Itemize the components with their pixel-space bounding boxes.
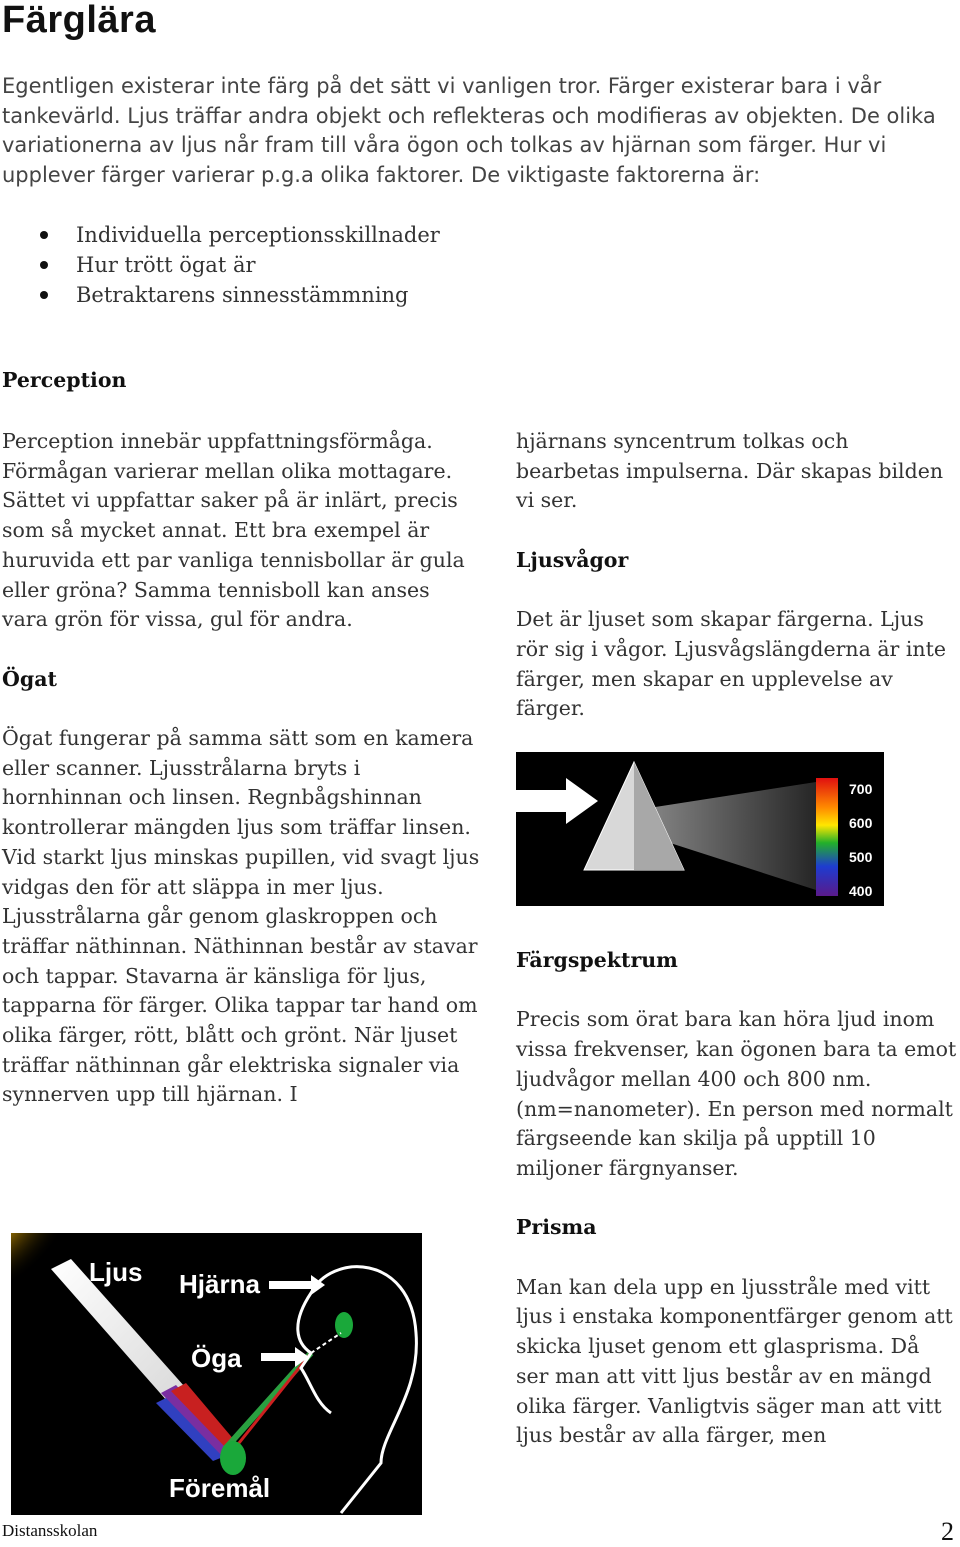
footer-source: Distansskolan (2, 1521, 98, 1540)
brain-apple-icon (335, 1312, 353, 1338)
prisma-text: Man kan dela upp en ljusstråle med vitt ljus i enstaka komponentfärger genom att skicka ljuset genom ett glasprisma. Då ser man att vitt ljus består av en mängd olika färger. Vanligtvis säger man att vitt ljus består av alla färger, men (516, 1274, 953, 1448)
label-ljus: Ljus (89, 1257, 143, 1287)
prisma-heading: Prisma (516, 1215, 597, 1240)
intro-paragraph: Egentligen existerar inte färg på det sätt vi vanligen tror. Färger existerar bara i vår tankevärld. Ljus träffar andra objekt och reflekteras och modifieras av objekten. De olika variationerna av ljus når fram till våra ögon och tolkas av hjärnan som färger. Hur vi upplever färger varierar p.g.a olika faktorer. De viktigaste faktorerna är: (2, 74, 936, 187)
wavelength-label: 400 (849, 883, 873, 899)
wavelength-label: 700 (849, 781, 873, 797)
left-column (2, 427, 482, 1110)
list-item: Betraktarens sinnesstämmning (0, 280, 440, 310)
factor-list (0, 220, 440, 310)
list-item: Hur trött ögat är (0, 250, 440, 280)
eye-diagram-image (11, 1233, 422, 1515)
apple-icon (220, 1441, 246, 1475)
fargspektrum-text: Precis som örat bara kan höra ljud inom vissa frekvenser, kan ögonen bara ta emot ljudvågor mellan 400 och 800 nm.(nm=nanometer). En person med normalt färgseende kan skilja på upptill 10 miljoner färgnyanser. (516, 1007, 957, 1180)
fargspektrum-heading: Färgspektrum (516, 948, 678, 972)
ogat-text-continued: hjärnans syncentrum tolkas och bearbetas impulserna. Där skapas bilden vi ser. (516, 429, 944, 513)
label-oga: Öga (191, 1343, 242, 1373)
list-item: Individuella perceptionsskillnader (0, 220, 440, 250)
label-foremal: Föremål (169, 1473, 271, 1503)
perception-text: Perception innebär uppfattningsförmåga. Förmågan varierar mellan olika mottagare. Sättet vi uppfattar saker på är inlärt, precis som så mycket annat. Ett bra exempel är huruvida ett par vanliga tennisbollar är gula eller gröna? Samma tennisboll kan anses vara grön för vissa, gul för andra. (2, 429, 465, 632)
prism-spectrum-image (516, 752, 884, 906)
page-number: 2 (941, 1517, 954, 1546)
page-title: Färglära (2, 0, 156, 41)
ljusvagor-heading: Ljusvågor (516, 547, 629, 572)
ogat-text: Ögat fungerar på samma sätt som en kamera eller scanner. Ljusstrålarna bryts i hornhinnan och linsen. Regnbågshinnan kontrollerar mängden ljus som träffar linsen. Vid starkt ljus minskas pupillen, vid svagt ljus vidgas den för att släppa in mer ljus. Ljusstrålarna går genom glaskroppen och träffar näthinnan. Näthinnan består av stavar och tappar. Stavarna är känsliga för ljus, tapparna för färger. Olika tappar tar hand om olika färger, rött, blått och grönt. När ljuset träffar näthinnan går elektriska signaler via synnerven upp till hjärnan. I (2, 726, 480, 1107)
ogat-heading: Ögat (2, 666, 57, 691)
spectrum-bar (816, 778, 838, 896)
ljusvagor-text: Det är ljuset som skapar färgerna. Ljus rör sig i vågor. Ljusvågslängderna är inte färger, men skapar en upplevelse av färger. (516, 607, 946, 721)
perception-heading: Perception (2, 368, 127, 392)
wavelength-label: 600 (849, 815, 873, 831)
wavelength-label: 500 (849, 849, 873, 865)
right-column (516, 427, 958, 1451)
label-hjarna: Hjärna (179, 1269, 260, 1299)
